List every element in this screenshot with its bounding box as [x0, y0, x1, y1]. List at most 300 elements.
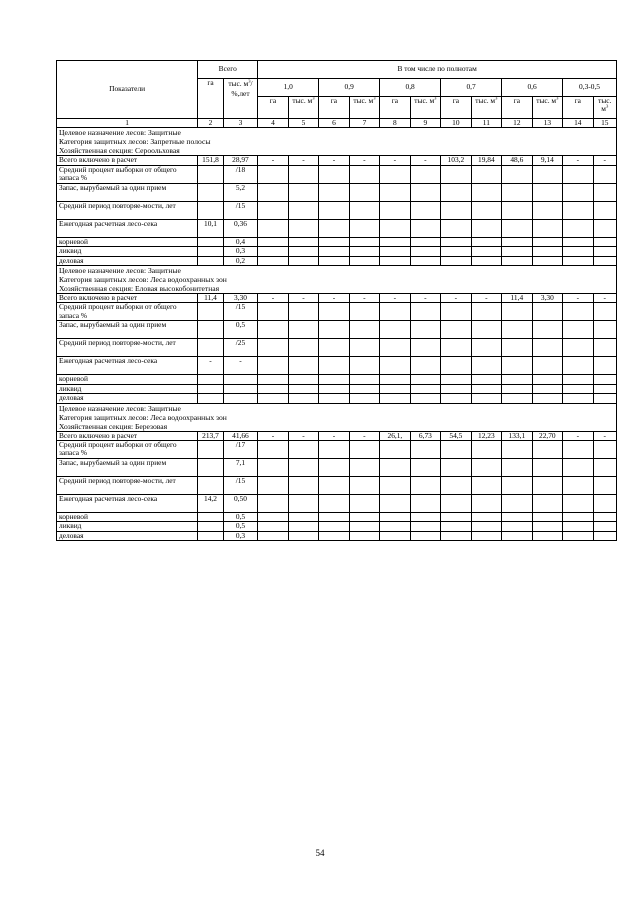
- table-cell: [258, 303, 288, 321]
- table-cell: -: [258, 156, 288, 165]
- table-cell: [563, 165, 593, 183]
- table-row: [57, 375, 617, 384]
- row-label: Всего включено в расчет: [57, 294, 198, 303]
- table-cell: [441, 441, 471, 459]
- table-cell: 0,2: [223, 256, 258, 265]
- table-cell: [563, 459, 593, 477]
- header-density-3: 0,8: [380, 79, 441, 97]
- table-cell: [532, 201, 562, 219]
- table-cell: [563, 394, 593, 403]
- table-cell: [471, 256, 501, 265]
- table-cell: [349, 531, 379, 540]
- header-unit-volume: тыс. $м^3$: [288, 97, 318, 119]
- table-cell: [410, 495, 440, 513]
- table-cell: [410, 219, 440, 237]
- table-cell: [410, 303, 440, 321]
- table-cell: [532, 237, 562, 246]
- table-cell: [198, 201, 223, 219]
- table-cell: 0,3: [223, 531, 258, 540]
- table-cell: [410, 237, 440, 246]
- table-cell: [380, 256, 410, 265]
- table-cell: [288, 339, 318, 357]
- table-cell: [441, 256, 471, 265]
- table-cell: -: [288, 294, 318, 303]
- table-cell: [502, 321, 532, 339]
- table-cell: [502, 394, 532, 403]
- table-cell: [288, 394, 318, 403]
- table-cell: 3,30: [223, 294, 258, 303]
- table-cell: [532, 303, 562, 321]
- table-cell: [502, 522, 532, 531]
- table-cell: [593, 321, 616, 339]
- table-cell: [410, 256, 440, 265]
- table-cell: [471, 477, 501, 495]
- table-cell: [502, 339, 532, 357]
- table-cell: [380, 201, 410, 219]
- table-cell: [593, 303, 616, 321]
- table-cell: [471, 201, 501, 219]
- table-cell: [502, 219, 532, 237]
- table-cell: [223, 384, 258, 393]
- table-row: [57, 477, 617, 495]
- table-cell: [593, 495, 616, 513]
- table-cell: [349, 165, 379, 183]
- table-cell: [502, 165, 532, 183]
- table-cell: [563, 256, 593, 265]
- table-cell: [288, 357, 318, 375]
- table-cell: [319, 256, 349, 265]
- table-cell: [258, 165, 288, 183]
- table-cell: [532, 357, 562, 375]
- table-cell: -: [319, 431, 349, 440]
- table-cell: [198, 183, 223, 201]
- section-header: [57, 266, 617, 294]
- table-cell: /25: [223, 339, 258, 357]
- table-cell: 19,84: [471, 156, 501, 165]
- row-label: Средний процент выборки от общего запаса %: [57, 303, 198, 321]
- table-cell: [410, 201, 440, 219]
- table-cell: [441, 321, 471, 339]
- table-cell: [593, 394, 616, 403]
- header-unit-ha: га: [380, 97, 410, 119]
- table-cell: [563, 477, 593, 495]
- table-cell: 41,66: [223, 431, 258, 440]
- table-cell: [441, 339, 471, 357]
- column-number: 12: [502, 119, 532, 128]
- table-cell: -: [349, 156, 379, 165]
- header-density-4: 0,7: [441, 79, 502, 97]
- table-cell: [471, 459, 501, 477]
- table-cell: [380, 522, 410, 531]
- table-cell: [502, 513, 532, 522]
- table-cell: [198, 477, 223, 495]
- table-cell: [593, 183, 616, 201]
- table-cell: 0,3: [223, 247, 258, 256]
- table-cell: [441, 495, 471, 513]
- table-cell: [410, 339, 440, 357]
- table-cell: -: [410, 156, 440, 165]
- table-row: [57, 303, 617, 321]
- table-row: [57, 183, 617, 201]
- table-cell: [198, 375, 223, 384]
- table-cell: [502, 357, 532, 375]
- table-cell: [441, 219, 471, 237]
- table-cell: [288, 522, 318, 531]
- table-cell: [319, 247, 349, 256]
- table-cell: [441, 201, 471, 219]
- table-cell: [380, 303, 410, 321]
- table-cell: [319, 441, 349, 459]
- row-label: ликвид: [57, 384, 198, 393]
- table-cell: [288, 375, 318, 384]
- section-header: [57, 128, 617, 156]
- table-cell: 6,73: [410, 431, 440, 440]
- table-cell: [380, 219, 410, 237]
- table-cell: 0,5: [223, 522, 258, 531]
- header-indicators: Показатели: [57, 61, 198, 119]
- table-cell: [502, 459, 532, 477]
- table-cell: [502, 384, 532, 393]
- table-cell: [319, 339, 349, 357]
- table-cell: -: [198, 357, 223, 375]
- table-cell: [532, 183, 562, 201]
- calculation-table: [56, 60, 617, 541]
- table-cell: [593, 441, 616, 459]
- table-cell: [349, 303, 379, 321]
- table-cell: 26,1,: [380, 431, 410, 440]
- table-cell: [410, 375, 440, 384]
- table-cell: -: [288, 156, 318, 165]
- table-cell: [532, 247, 562, 256]
- table-cell: [319, 357, 349, 375]
- table-cell: [471, 183, 501, 201]
- table-row: [57, 294, 617, 303]
- table-cell: [593, 339, 616, 357]
- table-cell: [258, 441, 288, 459]
- table-cell: -: [349, 294, 379, 303]
- table-cell: [258, 394, 288, 403]
- table-cell: [471, 531, 501, 540]
- table-cell: [471, 321, 501, 339]
- table-cell: [502, 441, 532, 459]
- table-cell: [410, 513, 440, 522]
- table-cell: [380, 357, 410, 375]
- section-section: Хозяйственная секция: Березовая: [59, 421, 168, 431]
- table-cell: [593, 531, 616, 540]
- header-unit-volume: тыс. $м^3$: [532, 97, 562, 119]
- table-cell: [380, 531, 410, 540]
- table-cell: [410, 459, 440, 477]
- table-cell: [319, 321, 349, 339]
- column-number: 4: [258, 119, 288, 128]
- table-cell: [198, 531, 223, 540]
- table-cell: 11,4: [198, 294, 223, 303]
- table-cell: 151,8: [198, 156, 223, 165]
- table-cell: [380, 477, 410, 495]
- row-label: Средний период повторяе-мости, лет: [57, 339, 198, 357]
- table-cell: 5,2: [223, 183, 258, 201]
- table-cell: -: [593, 156, 616, 165]
- row-label: деловая: [57, 256, 198, 265]
- table-cell: [441, 394, 471, 403]
- table-cell: [258, 495, 288, 513]
- column-number: 5: [288, 119, 318, 128]
- row-label: Средний период повторяе-мости, лет: [57, 201, 198, 219]
- table-cell: [288, 237, 318, 246]
- table-cell: [319, 522, 349, 531]
- page-number: 54: [315, 848, 325, 858]
- table-cell: [532, 394, 562, 403]
- table-cell: [593, 522, 616, 531]
- table-cell: [258, 375, 288, 384]
- section-category: Категория защитных лесов: Запретные полосы: [59, 137, 211, 147]
- table-cell: [502, 183, 532, 201]
- table-cell: [471, 495, 501, 513]
- table-cell: /15: [223, 201, 258, 219]
- table-cell: [380, 247, 410, 256]
- table-cell: [471, 237, 501, 246]
- table-cell: [471, 303, 501, 321]
- table-cell: [471, 165, 501, 183]
- table-row: [57, 394, 617, 403]
- section-purpose: Целевое назначение лесов: Защитные: [59, 403, 181, 413]
- header-total-volume: тыс. $м^3/$ %,лет: [223, 79, 258, 119]
- table-cell: [319, 495, 349, 513]
- table-cell: 213,7: [198, 431, 223, 440]
- table-cell: [380, 459, 410, 477]
- row-label: корневой: [57, 237, 198, 246]
- table-cell: [532, 321, 562, 339]
- table-cell: [319, 459, 349, 477]
- table-cell: [349, 495, 379, 513]
- table-cell: [563, 375, 593, 384]
- table-cell: [319, 237, 349, 246]
- table-cell: [532, 477, 562, 495]
- table-cell: [288, 201, 318, 219]
- table-row: [57, 522, 617, 531]
- table-cell: [349, 256, 379, 265]
- header-unit-ha: га: [319, 97, 349, 119]
- table-cell: [198, 459, 223, 477]
- table-cell: [258, 384, 288, 393]
- table-cell: 14,2: [198, 495, 223, 513]
- section-header-row: [57, 403, 617, 431]
- header-unit-ha: га: [502, 97, 532, 119]
- table-cell: [410, 357, 440, 375]
- table-cell: [258, 256, 288, 265]
- table-cell: [349, 513, 379, 522]
- column-number: 9: [410, 119, 440, 128]
- table-cell: 0,5: [223, 513, 258, 522]
- table-cell: [288, 459, 318, 477]
- table-cell: [380, 339, 410, 357]
- table-row: [57, 165, 617, 183]
- table-cell: [441, 183, 471, 201]
- table-cell: [502, 237, 532, 246]
- table-cell: [563, 339, 593, 357]
- row-label: Ежегодная расчетная лесо-сека: [57, 219, 198, 237]
- table-cell: [563, 219, 593, 237]
- table-cell: [319, 531, 349, 540]
- table-cell: [593, 247, 616, 256]
- table-cell: [532, 339, 562, 357]
- table-cell: [563, 495, 593, 513]
- table-cell: [410, 441, 440, 459]
- table-cell: [532, 384, 562, 393]
- table-cell: [441, 303, 471, 321]
- table-cell: [319, 384, 349, 393]
- table-cell: [319, 165, 349, 183]
- table-row: [57, 431, 617, 440]
- table-cell: [441, 237, 471, 246]
- row-label: Ежегодная расчетная лесо-сека: [57, 495, 198, 513]
- column-number: 14: [563, 119, 593, 128]
- row-label: Всего включено в расчет: [57, 431, 198, 440]
- row-label: Запас, вырубаемый за один прием: [57, 183, 198, 201]
- table-cell: [471, 394, 501, 403]
- section-header: [57, 403, 617, 431]
- table-cell: [380, 321, 410, 339]
- table-cell: 0,5: [223, 321, 258, 339]
- table-cell: [349, 477, 379, 495]
- row-label: Запас, вырубаемый за один прием: [57, 459, 198, 477]
- table-row: [57, 441, 617, 459]
- table-cell: [349, 375, 379, 384]
- table-cell: [198, 256, 223, 265]
- table-cell: [288, 165, 318, 183]
- row-label: ликвид: [57, 247, 198, 256]
- table-cell: [198, 247, 223, 256]
- table-cell: -: [349, 431, 379, 440]
- table-cell: [198, 165, 223, 183]
- column-number: 2: [198, 119, 223, 128]
- table-cell: [319, 375, 349, 384]
- section-category: Категория защитных лесов: Леса водоохранных зон: [59, 275, 227, 285]
- table-cell: [349, 441, 379, 459]
- table-cell: [288, 321, 318, 339]
- table-cell: [471, 219, 501, 237]
- header-unit-volume: тыс. $м^3$: [471, 97, 501, 119]
- table-cell: [563, 247, 593, 256]
- table-cell: [593, 477, 616, 495]
- table-cell: [349, 237, 379, 246]
- table-cell: [258, 321, 288, 339]
- table-cell: [288, 183, 318, 201]
- header-density-2: 0,9: [319, 79, 380, 97]
- table-cell: [471, 441, 501, 459]
- table-cell: [258, 201, 288, 219]
- column-number: 6: [319, 119, 349, 128]
- table-cell: -: [593, 431, 616, 440]
- table-cell: [319, 477, 349, 495]
- column-number: 11: [471, 119, 501, 128]
- table-cell: [593, 357, 616, 375]
- table-cell: [593, 256, 616, 265]
- table-cell: [288, 303, 318, 321]
- table-cell: [593, 219, 616, 237]
- table-cell: 0,50: [223, 495, 258, 513]
- table-cell: [288, 531, 318, 540]
- row-label: деловая: [57, 394, 198, 403]
- table-cell: 7,1: [223, 459, 258, 477]
- table-cell: [380, 384, 410, 393]
- table-cell: [593, 459, 616, 477]
- table-cell: [258, 247, 288, 256]
- table-cell: [593, 384, 616, 393]
- table-row: [57, 156, 617, 165]
- table-cell: [563, 183, 593, 201]
- table-cell: [198, 441, 223, 459]
- table-cell: [563, 321, 593, 339]
- table-cell: [502, 303, 532, 321]
- table-cell: [410, 531, 440, 540]
- table-cell: [410, 394, 440, 403]
- table-row: [57, 237, 617, 246]
- table-cell: -: [258, 431, 288, 440]
- header-unit-volume: тыс. $м^3$: [349, 97, 379, 119]
- table-cell: -: [563, 294, 593, 303]
- table-cell: 0,4: [223, 237, 258, 246]
- table-cell: [319, 513, 349, 522]
- table-cell: [563, 531, 593, 540]
- table-cell: [349, 219, 379, 237]
- table-cell: -: [319, 294, 349, 303]
- table-cell: [593, 513, 616, 522]
- table-cell: [198, 513, 223, 522]
- table-cell: [502, 247, 532, 256]
- table-cell: [258, 237, 288, 246]
- table-cell: [380, 495, 410, 513]
- table-cell: [223, 394, 258, 403]
- table-cell: [258, 522, 288, 531]
- table-cell: [410, 183, 440, 201]
- table-cell: [593, 201, 616, 219]
- row-label: Средний период повторяе-мости, лет: [57, 477, 198, 495]
- table-cell: [380, 394, 410, 403]
- table-cell: [502, 256, 532, 265]
- table-cell: 3,30: [532, 294, 562, 303]
- table-cell: [349, 384, 379, 393]
- table-cell: -: [380, 156, 410, 165]
- table-cell: [380, 237, 410, 246]
- table-cell: 9,14: [532, 156, 562, 165]
- table-cell: [380, 513, 410, 522]
- header-density-6: 0,3-0,5: [563, 79, 617, 97]
- header-density-5: 0,6: [502, 79, 563, 97]
- table-cell: [198, 394, 223, 403]
- column-number: 10: [441, 119, 471, 128]
- table-cell: [532, 165, 562, 183]
- table-cell: 54,5: [441, 431, 471, 440]
- table-cell: [441, 247, 471, 256]
- row-label: Средний процент выборки от общего запаса %: [57, 441, 198, 459]
- header-unit-ha: га: [441, 97, 471, 119]
- header-total: Всего: [198, 61, 258, 79]
- row-label: ликвид: [57, 522, 198, 531]
- table-cell: [319, 303, 349, 321]
- table-cell: [349, 201, 379, 219]
- table-row: [57, 219, 617, 237]
- row-label: корневой: [57, 375, 198, 384]
- header-unit-ha: га: [258, 97, 288, 119]
- table-cell: [410, 321, 440, 339]
- table-cell: [471, 513, 501, 522]
- table-cell: [532, 459, 562, 477]
- table-cell: [288, 441, 318, 459]
- table-cell: -: [441, 294, 471, 303]
- table-cell: -: [410, 294, 440, 303]
- table-cell: [471, 375, 501, 384]
